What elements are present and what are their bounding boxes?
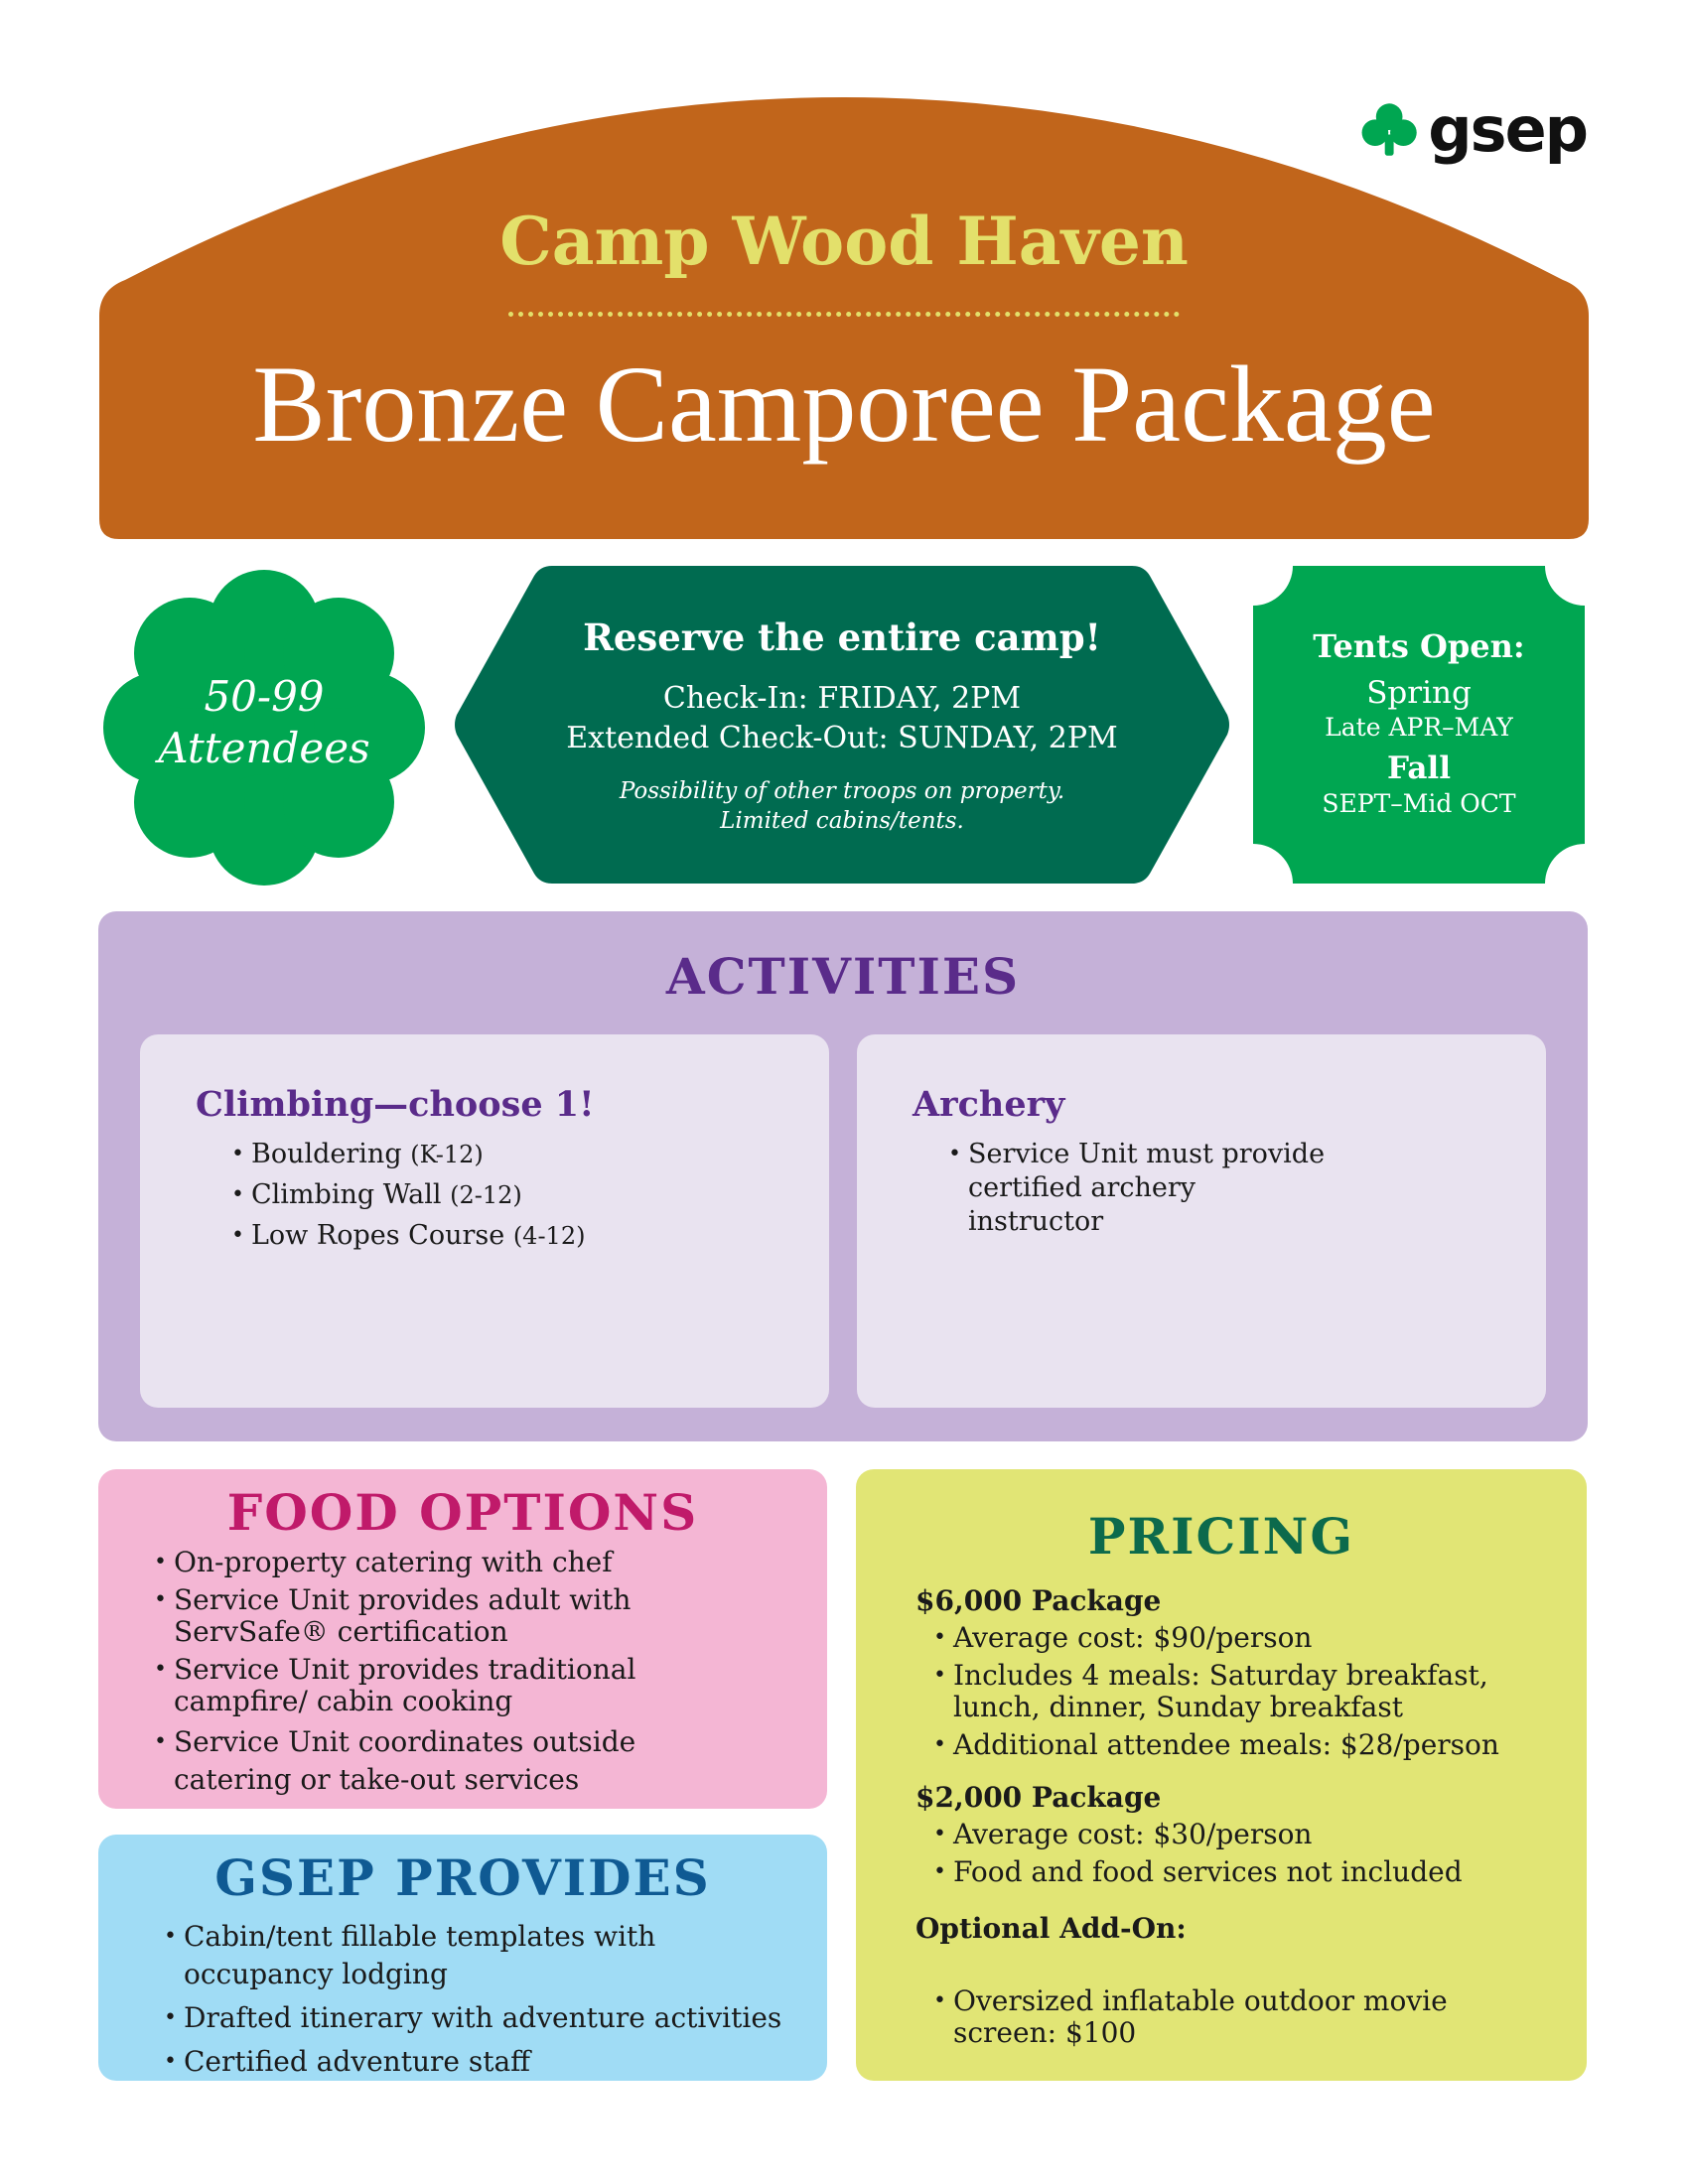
spring-dates: Late APR–MAY [1325, 713, 1513, 742]
reserve-panel [453, 566, 1231, 884]
list-item: • Service Unit must provide certified archery instructor [968, 1138, 1326, 1239]
reserve-note: Limited cabins/tents. [720, 808, 964, 834]
header-banner [99, 95, 1589, 539]
list-item: • Food and food services not included [953, 1856, 1569, 1888]
list-item: • Service Unit coordinates outside catering or take-out services [174, 1723, 730, 1799]
list-item: • Average cost: $30/person [953, 1819, 1569, 1850]
archery-title: Archery [913, 1084, 1065, 1125]
package-title: Bronze Camporee Package [252, 343, 1436, 465]
gsep-provides-title: GSEP PROVIDES [214, 1848, 711, 1907]
camp-name: Camp Wood Haven [499, 203, 1189, 280]
addon-title: Optional Add-On: [915, 1912, 1187, 1945]
pricing-section [856, 1469, 1587, 2081]
climbing-list [251, 1138, 585, 1260]
food-options-title: FOOD OPTIONS [226, 1483, 699, 1542]
reserve-note: Possibility of other troops on property. [619, 778, 1065, 804]
climbing-card [140, 1034, 829, 1408]
list-item: • Bouldering (K-12) [251, 1138, 585, 1171]
check-in-time: Check-In: FRIDAY, 2PM [662, 681, 1022, 716]
dotted-divider [508, 312, 1180, 317]
activities-section [98, 911, 1588, 1441]
list-item: • Additional attendee meals: $28/person [953, 1729, 1569, 1761]
package-2000-list [953, 1819, 1569, 1894]
attendees-text [97, 671, 431, 774]
package-2000-title: $2,000 Package [915, 1781, 1162, 1814]
package-6000-title: $6,000 Package [915, 1584, 1162, 1617]
list-item: • Certified adventure staff [184, 2043, 799, 2081]
list-item: • Drafted itinerary with adventure activities [184, 1999, 799, 2037]
list-item: • Low Ropes Course (4-12) [251, 1219, 585, 1253]
food-options-section [98, 1469, 827, 1809]
attendees-count: 50-99 [204, 672, 325, 721]
list-item: • Service Unit provides adult with ServSafe® certification [174, 1584, 760, 1648]
fall-dates: SEPT–Mid OCT [1322, 789, 1516, 818]
addon-list [953, 1985, 1509, 2055]
attendees-badge [97, 564, 431, 891]
list-item: • Service Unit provides traditional campfire/ cabin cooking [174, 1654, 750, 1717]
package-6000-list [953, 1622, 1569, 1767]
activities-title: ACTIVITIES [665, 947, 1021, 1006]
food-options-list [174, 1547, 809, 1805]
pricing-title: PRICING [1087, 1507, 1355, 1566]
reserve-title: Reserve the entire camp! [583, 615, 1101, 659]
gsep-provides-section [98, 1835, 827, 2081]
logo-wordmark: gsep [1428, 93, 1587, 166]
attendees-label: Attendees [158, 724, 370, 772]
list-item: • On-property catering with chef [174, 1547, 809, 1578]
list-item: • Climbing Wall (2-12) [251, 1178, 585, 1212]
climbing-title: Climbing—choose 1! [196, 1084, 595, 1125]
archery-card [857, 1034, 1546, 1408]
header-arch-shape [99, 95, 1589, 539]
tents-title: Tents Open: [1313, 627, 1525, 665]
list-item: • Includes 4 meals: Saturday breakfast, lunch, dinner, Sunday breakfast [953, 1660, 1489, 1723]
list-item: • Average cost: $90/person [953, 1622, 1569, 1654]
fall-label: Fall [1387, 751, 1451, 786]
tents-panel [1253, 566, 1585, 884]
list-item: • Cabin/tent fillable templates with occupancy lodging [184, 1918, 660, 1993]
check-out-time: Extended Check-Out: SUNDAY, 2PM [566, 721, 1118, 755]
archery-list [968, 1138, 1326, 1246]
list-item: • Oversized inflatable outdoor movie screen: $100 [953, 1985, 1450, 2049]
spring-label: Spring [1366, 675, 1472, 711]
gsep-provides-list [184, 1918, 799, 2087]
